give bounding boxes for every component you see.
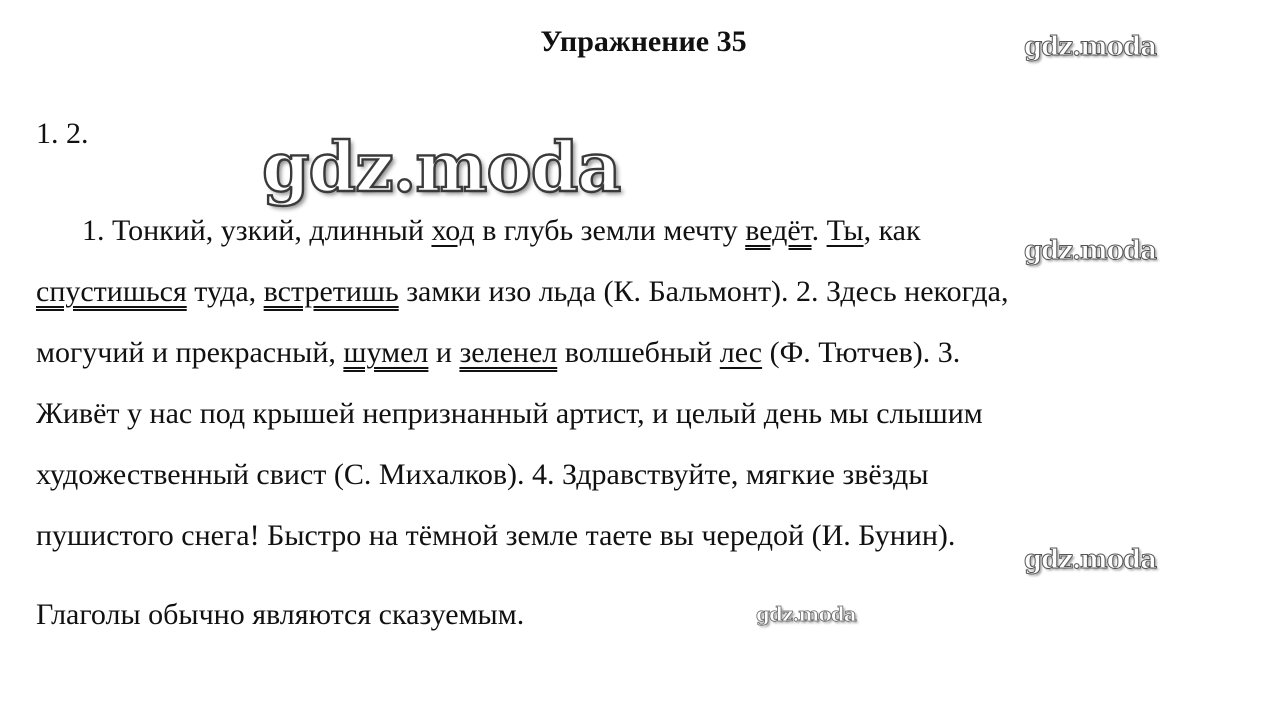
watermark-top-right: gdz.moda: [1024, 32, 1157, 62]
exercise-title: Упражнение 35: [540, 25, 747, 58]
watermark-bottom-center: gdz.moda: [756, 602, 856, 626]
watermark-middle-right: gdz.moda: [1024, 236, 1157, 266]
subject-word: Ты: [826, 214, 864, 247]
text-fragment: в глубь земли мечту: [474, 214, 746, 247]
text-line-6: пушистого снега! Быстро на тёмной земле таете вы чередой (И. Бунин).: [36, 519, 956, 552]
text-fragment: 1. Тонкий, узкий, длинный: [82, 214, 432, 247]
text-line-4: Живёт у нас под крышей непризнанный артист, и целый день мы слышим: [36, 397, 983, 430]
text-fragment: и: [428, 336, 460, 369]
text-fragment: замки изо льда (К. Бальмонт). 2. Здесь некогда,: [398, 275, 1009, 308]
text-fragment: волшебный: [557, 336, 720, 369]
text-fragment: туда,: [186, 275, 264, 308]
task-numbers: 1. 2.: [36, 117, 89, 150]
predicate-word: шумел: [343, 336, 429, 369]
subject-word: ход: [431, 214, 475, 247]
text-line-2: [36, 261, 1236, 322]
predicate-word: спустишься: [36, 275, 187, 308]
text-line-5: художественный свист (С. Михалков). 4. Здравствуйте, мягкие звёзды: [36, 458, 929, 491]
predicate-word: зеленел: [459, 336, 558, 369]
text-fragment: могучий и прекрасный,: [36, 336, 344, 369]
conclusion-text: Глаголы обычно являются сказуемым.: [36, 598, 525, 631]
text-line-3: [36, 322, 1236, 383]
subject-word: лес: [719, 336, 763, 369]
text-fragment: .: [811, 214, 827, 247]
text-fragment: (Ф. Тютчев). 3.: [762, 336, 961, 369]
text-fragment: , как: [863, 214, 921, 247]
watermark-bottom-right: gdz.moda: [1024, 545, 1157, 575]
watermark-large: gdz.moda: [262, 128, 621, 208]
predicate-word: встретишь: [263, 275, 399, 308]
predicate-word: ведёт: [745, 214, 812, 247]
